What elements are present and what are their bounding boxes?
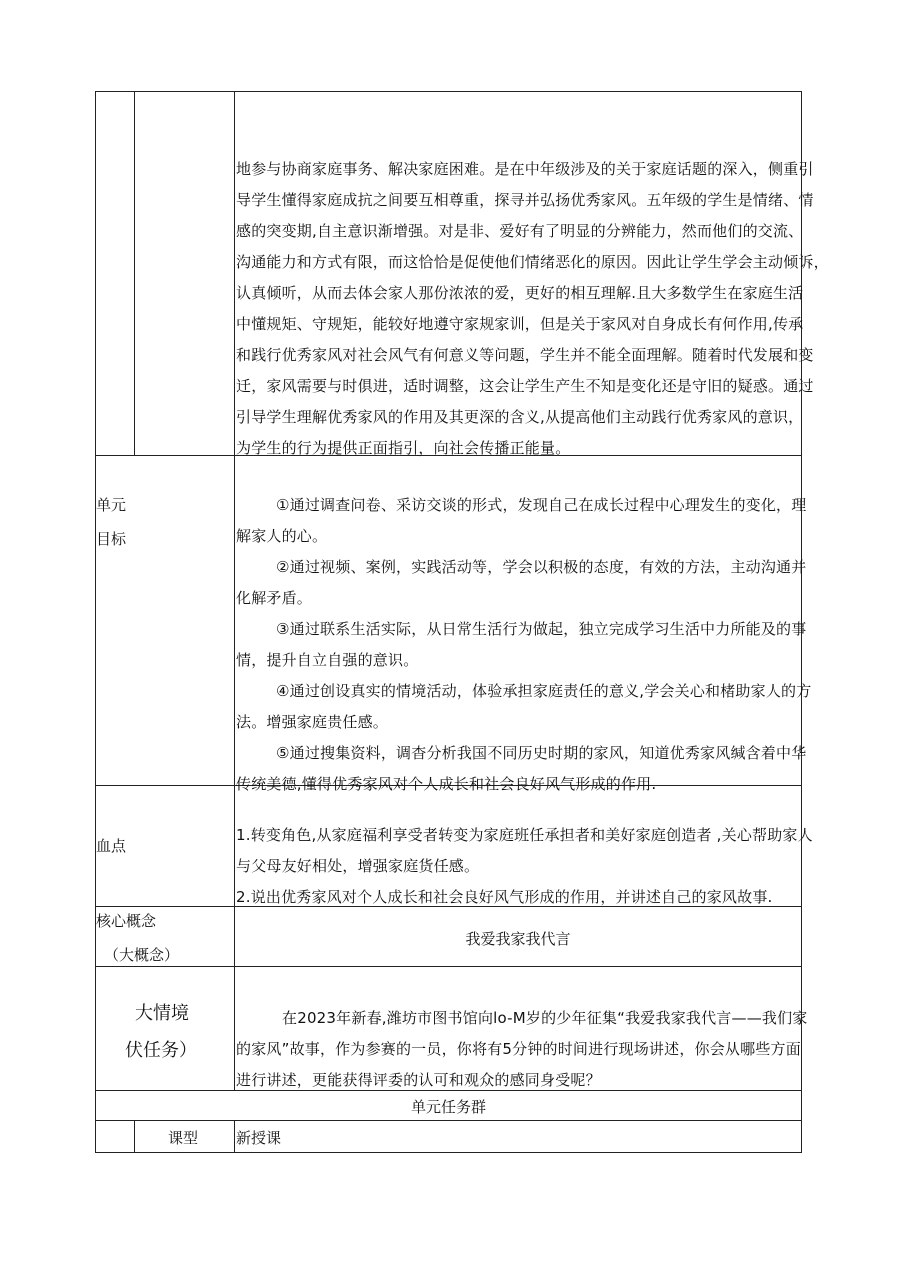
column-divider (234, 1120, 235, 1152)
situation-line: 进行讲述，更能获得评委的认可和观众的感同身受呢？ (236, 1071, 601, 1089)
text-line: 导学生懂得家庭成抗之间要互相尊重，探寻并弘扬优秀家风。五年级的学生是情绪、情 (236, 191, 814, 209)
big-situation-text (236, 1003, 808, 1096)
row-divider (95, 966, 802, 967)
learner-analysis-text (236, 154, 829, 464)
column-divider (134, 1120, 135, 1152)
goal-line: 化解矛盾。 (236, 589, 313, 607)
goal-line: 法。增强家庭贵任感。 (236, 713, 389, 731)
text-line: 为学生的行为提供正面指引，向社会传播正能量。 (236, 439, 571, 457)
text-line: 地参与协商家庭事务、解决家庭困难。是在中年级涉及的关于家庭话题的深入，侧重引 (236, 160, 814, 178)
goal-line: ③通过联系生活实际，从日常生活行为做起，独立完成学习生活中力所能及的事 (276, 620, 807, 638)
key-point-line: 1.转变角色,从家庭福利享受者转变为家庭班任承担者和美好家庭创造者 ,关心帮助家人 (236, 826, 813, 844)
column-divider (134, 91, 135, 455)
text-line: 引导学生理解优秀家风的作用及其更深的含义,从提高他们主动践行优秀家风的意识， (236, 408, 804, 426)
core-concept-label-line2: （大概念） (104, 946, 180, 964)
goal-line: ①通过调查问卷、采访交谈的形式，发现自己在成长过程中心理发生的变化，理 (276, 496, 807, 514)
table-border-bottom (95, 1152, 802, 1153)
key-points-text (236, 820, 813, 913)
key-points-label: 血点 (96, 837, 127, 855)
text-line: 中懂规矩、守规矩，能较好地遵守家规家训，但是关于家风对自身成长有何作用,传承 (236, 315, 804, 333)
text-line: 迁，家风需要与时俱进，适时调整，这会让学生产生不知是变化还是守旧的疑惑。通过 (236, 377, 814, 395)
goal-line: ②通过视频、案例，实践活动等，学会以积极的态度，有效的方法，主动沟通并 (276, 558, 807, 576)
core-concept-label-line1: 核心概念 (96, 912, 157, 930)
key-point-line: 与父母友好相处，增强家庭货任感。 (236, 857, 480, 875)
goal-line: 传统美德,懂得优秀家风对个人成长和社会良好风气形成的作用. (236, 775, 657, 793)
text-line: 沟通能力和方式有限，而这恰恰是促使他们情绪恶化的原因。因此让学生学会主动倾诉， (236, 253, 829, 271)
key-point-line: 2.说出优秀家风对个人成长和社会良好风气形成的作用，并讲述自己的家风故事. (236, 888, 773, 906)
task-group-title: 单元任务群 (410, 1098, 486, 1116)
unit-goals-label-line2: 目标 (96, 530, 127, 548)
lesson-type-label: 课型 (168, 1129, 199, 1147)
table-border-top (95, 91, 802, 92)
unit-goals-text (236, 490, 811, 800)
situation-line: 在2023年新春,潍坊市图书馆向lo-M岁的少年征集“我爱我家我代言——我们家 (282, 1009, 808, 1027)
situation-line: 的家风”故事，作为参赛的一员，你将有5分钟的时间进行现场讲述，你会从哪些方面 (236, 1040, 801, 1058)
goal-line: 情，提升自立自强的意识。 (236, 651, 419, 669)
big-situation-label-line1: 大情境 (135, 1003, 189, 1024)
table-border-left (95, 91, 96, 1152)
text-line: 和践行优秀家风对社会风气有何意义等问题，学生并不能全面理解。随着时代发展和变 (236, 346, 814, 364)
goal-line: ⑤通过搜集资料，调杳分析我国不同历史时期的家风，知道优秀家风缄含着中华 (276, 744, 807, 762)
goal-line: ④通过创设真实的情境活动，体验承担家庭责任的意义,学会关心和楮助家人的方 (276, 682, 812, 700)
row-divider (95, 1120, 802, 1121)
text-line: 感的突变期,自主意识渐增强。对是非、爱好有了明显的分辨能力，然而他们的交流、 (236, 222, 804, 240)
text-line: 认真倾听，从而去体会家人那份浓浓的爱，更好的相互理解.且大多数学生在家庭生活 (236, 284, 804, 302)
unit-goals-label-line1: 单元 (96, 496, 127, 514)
lesson-type-value: 新授课 (236, 1129, 282, 1147)
big-situation-label-line2: 伏任务） (125, 1040, 197, 1061)
goal-line: 解家人的心。 (236, 527, 328, 545)
core-concept-value: 我爱我家我代言 (465, 930, 571, 948)
